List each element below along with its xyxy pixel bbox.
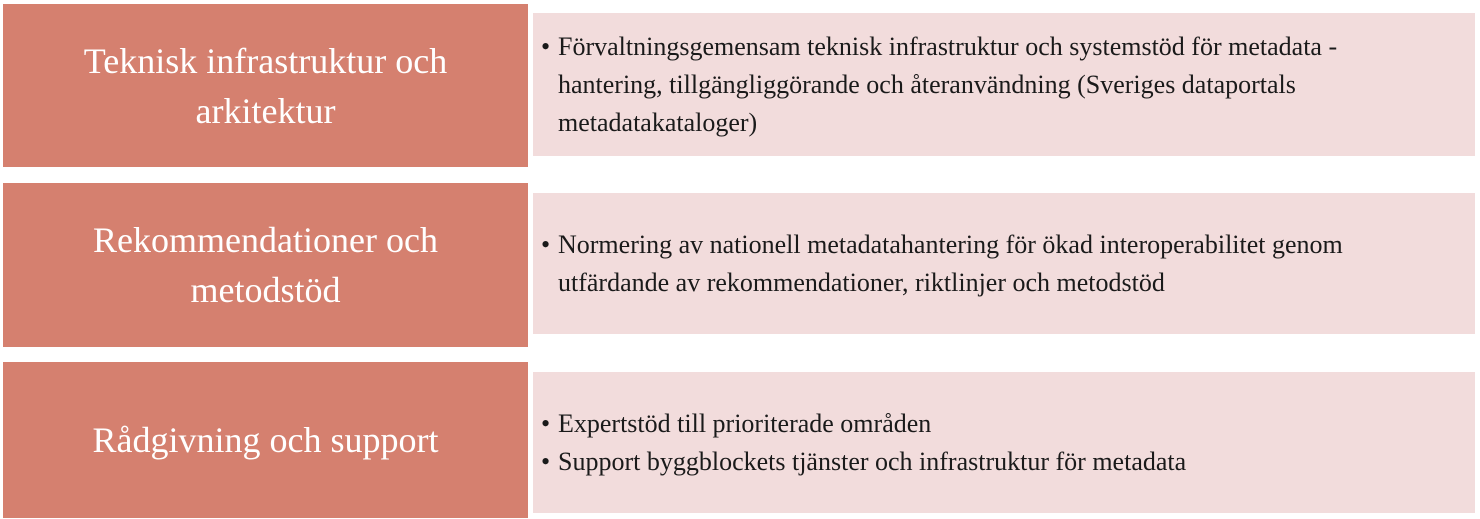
bullet-item <box>541 405 1475 443</box>
bullet-line: Expertstöd till prioriterade områden <box>558 408 932 438</box>
bullet-dot: • <box>541 408 551 438</box>
bullet-line: Förvaltningsgemensam teknisk infrastruktur och systemstöd för metadata - <box>558 31 1338 61</box>
description-radgivning <box>533 372 1475 513</box>
bullet-line: metadatakataloger) <box>558 107 758 137</box>
bullet-text <box>558 226 1475 302</box>
bullet-item <box>541 226 1475 302</box>
category-label-line: Rådgivning och support <box>92 420 439 460</box>
category-label-line: Rekommendationer och <box>93 220 438 260</box>
bullet-dot: • <box>541 229 551 259</box>
bullet-dot: • <box>541 31 551 61</box>
bullet-line: hantering, tillgängliggörande och återanvändning (Sveriges dataportals <box>558 69 1296 99</box>
bullet-line: Normering av nationell metadatahantering för ökad interoperabilitet genom <box>558 229 1343 259</box>
bullet-line: utfärdande av rekommendationer, riktlinjer och metodstöd <box>558 267 1165 297</box>
category-radgivning <box>3 362 528 518</box>
bullet-text <box>558 405 1475 443</box>
category-label-line: Teknisk infrastruktur och <box>83 40 448 81</box>
category-label-line: metodstöd <box>190 270 341 310</box>
bullet-text <box>558 443 1475 481</box>
bullet-item <box>541 28 1475 142</box>
bullet-item <box>541 443 1475 481</box>
description-rekommendationer <box>533 193 1475 334</box>
bullet-text <box>558 28 1475 142</box>
category-label <box>71 215 460 315</box>
category-label <box>62 36 469 136</box>
category-teknisk-infrastruktur <box>3 4 528 167</box>
bullet-line: Support byggblockets tjänster och infrastruktur för metadata <box>558 446 1187 476</box>
bullet-dot: • <box>541 446 551 476</box>
category-rekommendationer <box>3 183 528 347</box>
category-label <box>71 415 461 465</box>
category-label-line: arkitektur <box>195 90 336 131</box>
description-teknisk-infrastruktur <box>533 13 1475 156</box>
